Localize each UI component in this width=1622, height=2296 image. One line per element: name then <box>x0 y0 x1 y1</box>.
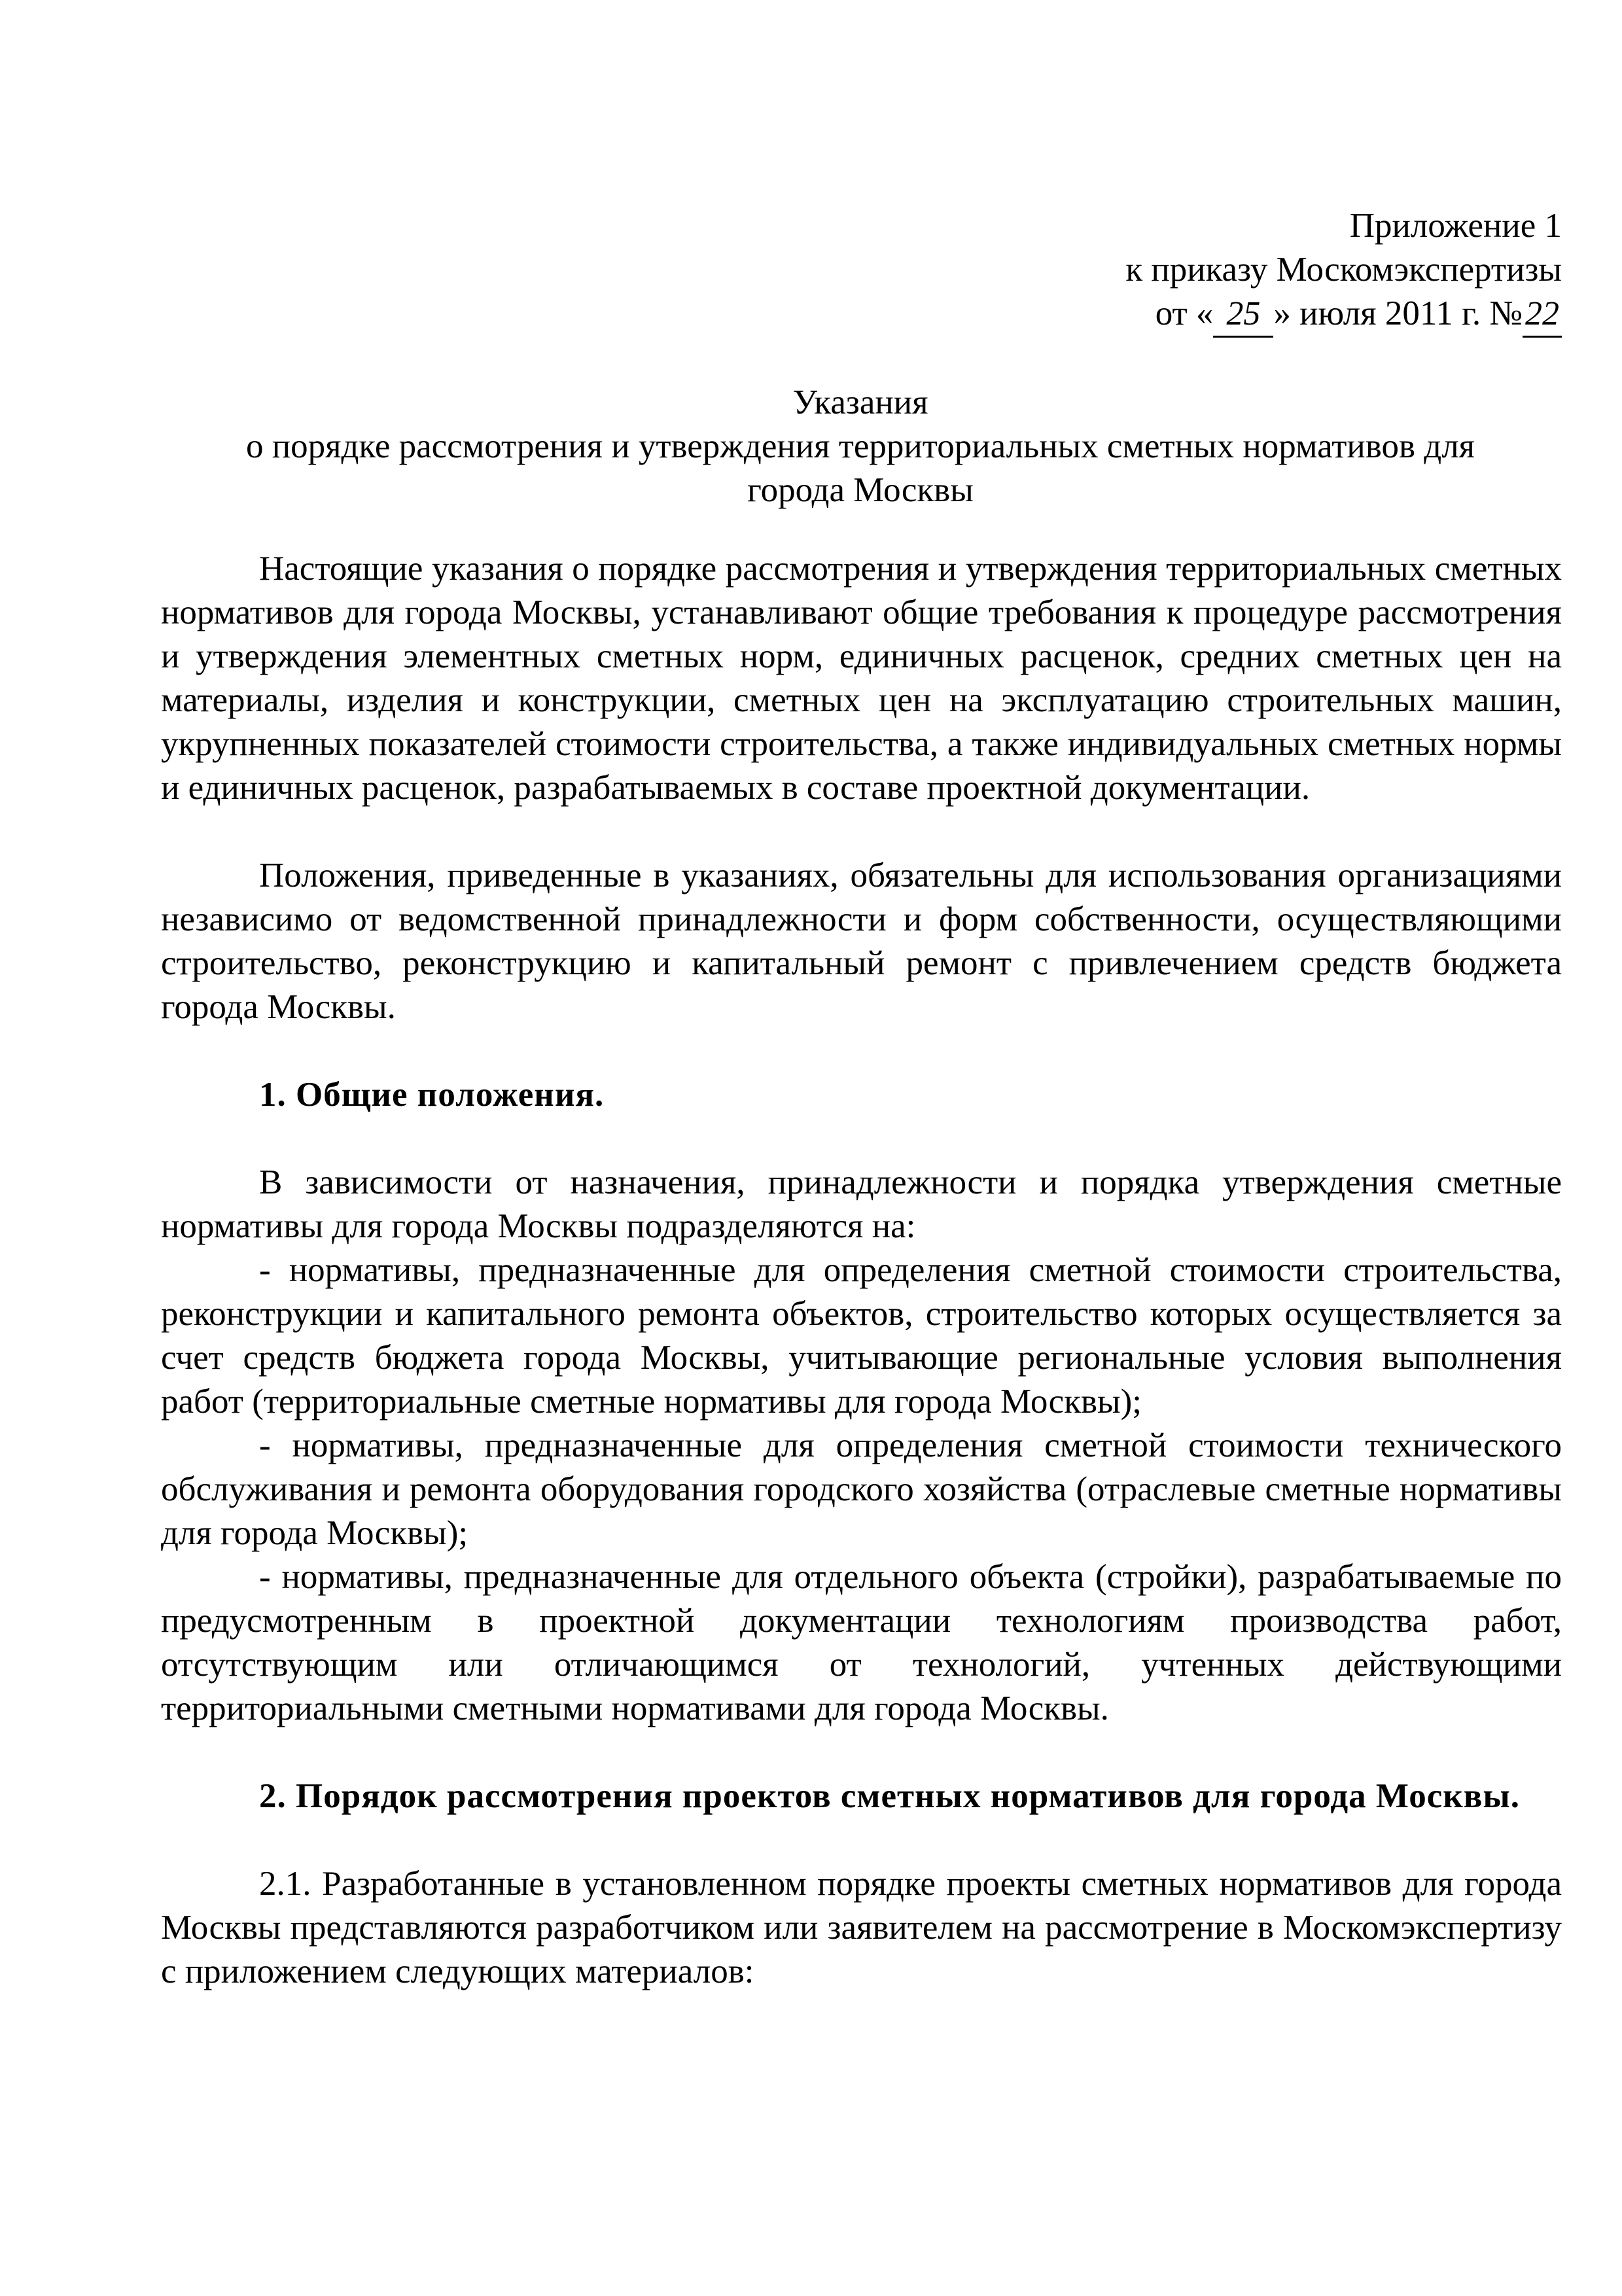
date-middle: » июля 2011 г. № <box>1273 294 1523 332</box>
paragraph-classification: В зависимости от назначения, принадлежности и порядка утверждения сметные нормативы для города Москвы подразделяются на: <box>161 1163 1562 1245</box>
date-prefix: от « <box>1155 294 1214 332</box>
handwritten-order-number: 22 <box>1523 292 1562 338</box>
document-title <box>157 381 1564 512</box>
paragraph-scope: Положения, приведенные в указаниях, обязательны для использования организациями независимо от ведомственной принадлежности и форм собственности, осуществляющими строительство, реконструкцию и капитальный ремонт с привлечением средств бюджета города Москвы. <box>161 857 1562 1026</box>
list-item-territorial: - нормативы, предназначенные для определения сметной стоимости строительства, реконструкции и капитального ремонта объектов, строительство которых осуществляется за счет средств бюджета города Москвы, учитывающие региональные условия выполнения работ (территориальные сметные нормативы для города Москвы); <box>161 1251 1562 1421</box>
handwritten-day: 25 <box>1213 292 1273 338</box>
section-heading-1: 1. Общие положения. <box>259 1076 605 1114</box>
title-main: Указания <box>792 383 928 421</box>
list-item-individual: - нормативы, предназначенные для отдельного объекта (стройки), разрабатываемые по предусмотренным в проектной документации технологиям производства работ, отсутствующим или отличающимся от технологий, учтенных действующими территориальными сметными нормативами для города Москвы. <box>161 1558 1562 1727</box>
section-heading-2: 2. Порядок рассмотрения проектов сметных нормативов для города Москвы. <box>259 1777 1521 1815</box>
title-sub-line-1: о порядке рассмотрения и утверждения территориальных сметных нормативов для <box>245 427 1475 465</box>
title-sub-line-2: города Москвы <box>747 471 974 509</box>
attachment-order-ref: к приказу Москомэкспертизы <box>1125 251 1562 289</box>
attachment-date-line <box>1125 292 1562 338</box>
document-body <box>161 547 1562 1994</box>
paragraph-intro: Настоящие указания о порядке рассмотрения и утверждения территориальных сметных нормативов для города Москвы, устанавливают общие требования к процедуре рассмотрения и утверждения элементных сметных норм, единичных расценок, средних сметных цен на материалы, изделия и конструкции, сметных цен на эксплуатацию строительных машин, укрупненных показателей стоимости строительства, а также индивидуальных сметных нормы и единичных расценок, разрабатываемых в составе проектной документации. <box>161 550 1562 807</box>
paragraph-2-1: 2.1. Разработанные в установленном порядке проекты сметных нормативов для города Москвы представляются разработчиком или заявителем на рассмотрение в Москомэкспертизу с приложением следующих материалов: <box>161 1865 1562 1990</box>
attachment-header <box>1125 204 1562 338</box>
attachment-label: Приложение 1 <box>1349 207 1562 245</box>
list-item-sectoral: - нормативы, предназначенные для определения сметной стоимости технического обслуживания и ремонта оборудования городского хозяйства (отраслевые сметные нормативы для города Москвы); <box>161 1426 1562 1552</box>
